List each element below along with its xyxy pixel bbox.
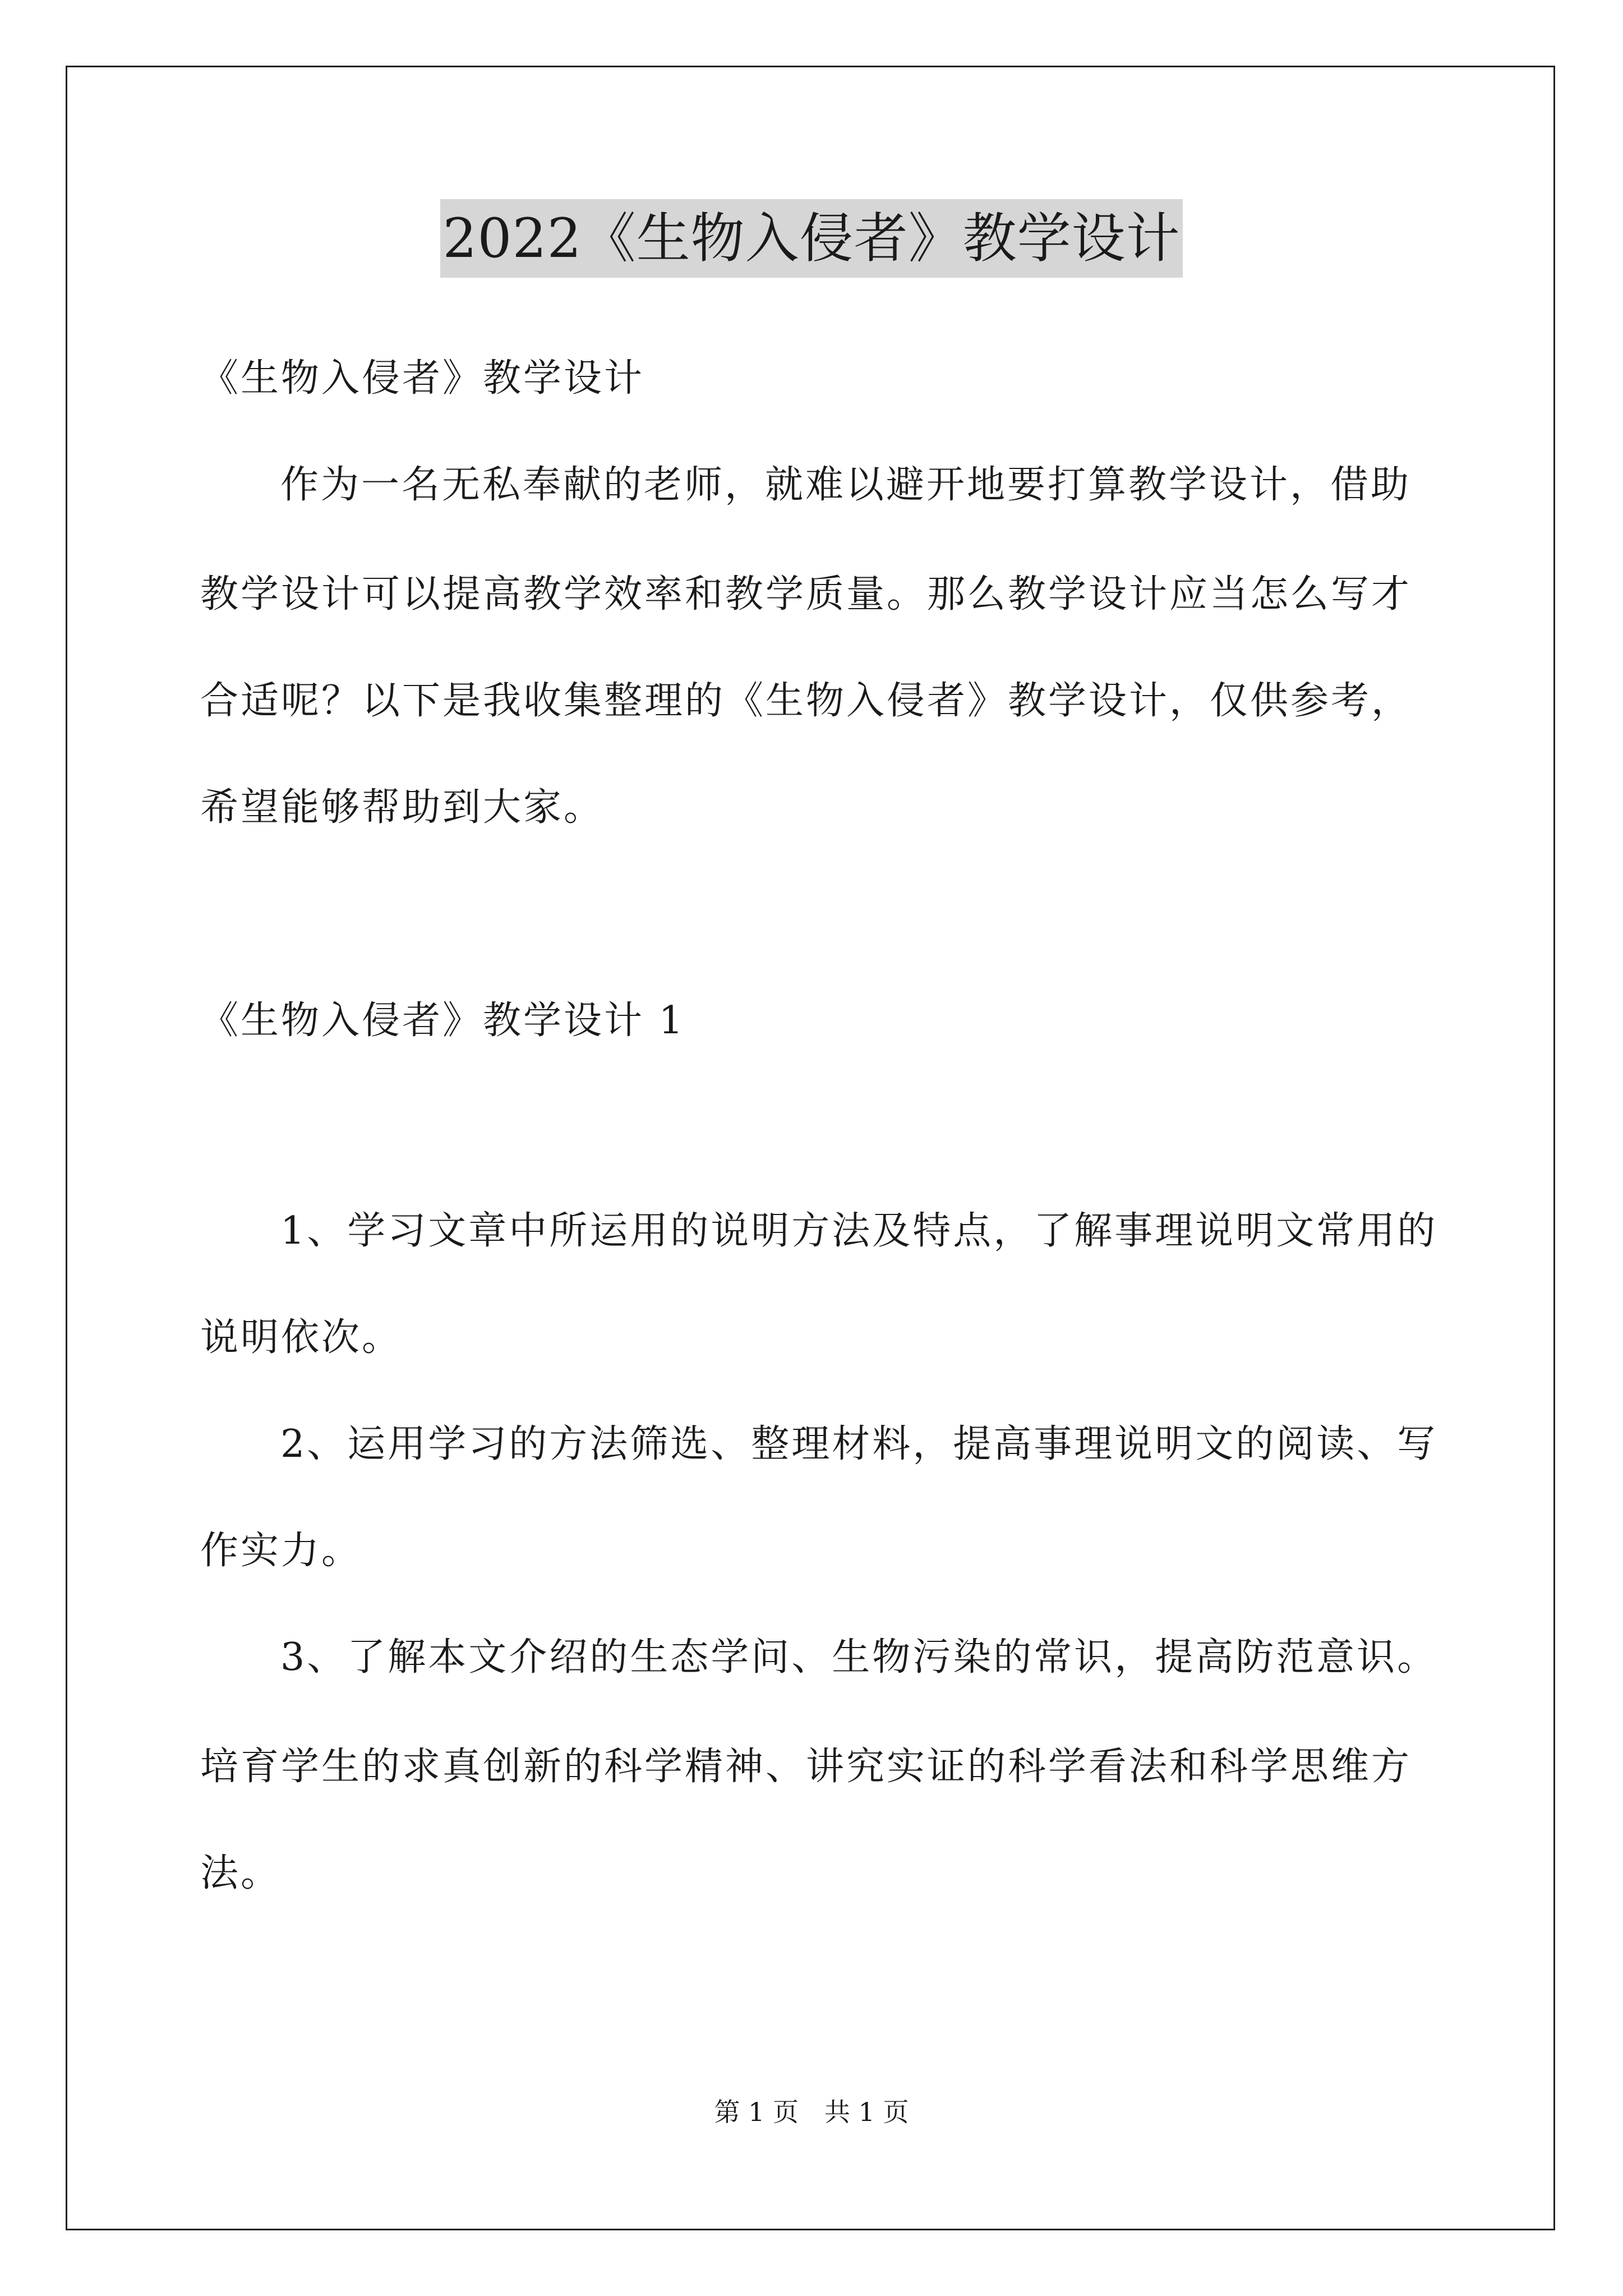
goal-line-1: 1、学习文章中所运用的说明方法及特点，了解事理说明文常用的: [280, 1209, 1438, 1253]
intro-line-2: 教学设计可以提高教学效率和教学质量。那么教学设计应当怎么写才: [200, 572, 1412, 616]
intro-line-4: 希望能够帮助到大家。: [200, 785, 605, 830]
intro-line-3: 合适呢？以下是我收集整理的《生物入侵者》教学设计，仅供参考，: [200, 679, 1412, 723]
goal-line-6: 培育学生的求真创新的科学精神、讲究实证的科学看法和科学思维方: [200, 1745, 1412, 1789]
page-footer: 第 1 页 共 1 页: [714, 2097, 909, 2127]
document-title: 2022《生物入侵者》教学设计: [440, 199, 1182, 278]
goal-line-2: 说明依次。: [200, 1315, 403, 1360]
intro-line-1: 作为一名无私奉献的老师，就难以避开地要打算教学设计，借助: [280, 463, 1412, 507]
title-wrap: [0, 199, 1623, 278]
goal-line-7: 法。: [200, 1851, 282, 1895]
section-heading: 《生物入侵者》教学设计 1: [200, 999, 685, 1043]
subtitle: 《生物入侵者》教学设计: [200, 356, 645, 401]
goal-line-4: 作实力。: [200, 1529, 362, 1573]
goal-line-3: 2、运用学习的方法筛选、整理材料，提高事理说明文的阅读、写: [280, 1422, 1438, 1466]
goal-line-5: 3、了解本文介绍的生态学问、生物污染的常识，提高防范意识。: [280, 1635, 1438, 1680]
